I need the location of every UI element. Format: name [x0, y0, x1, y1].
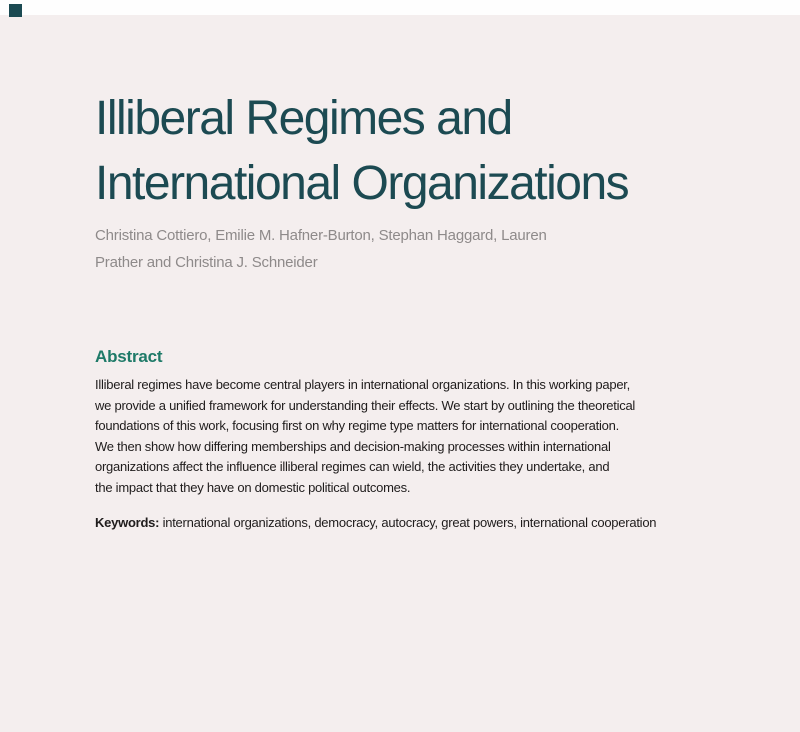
abstract-line: we provide a unified framework for understanding their effects. We start by outlining the theoretical — [95, 397, 636, 413]
keywords-text: international organizations, democracy, autocracy, great powers, international cooperation — [159, 515, 657, 530]
page-top-strip — [0, 0, 800, 15]
abstract-line: Illiberal regimes have become central players in international organizations. In this working paper, — [95, 377, 631, 392]
keywords-label: Keywords: — [95, 515, 160, 530]
paper-title — [95, 86, 628, 216]
keywords-line — [95, 513, 656, 533]
paper-authors-line-1: Christina Cottiero, Emilie M. Hafner-Burton, Stephan Haggard, Lauren — [95, 227, 547, 244]
abstract-line: foundations of this work, focusing first on why regime type matters for international cooperation. — [95, 418, 619, 433]
abstract-line: the impact that they have on domestic political outcomes. — [95, 479, 411, 495]
brand-accent-square — [9, 4, 22, 17]
abstract-text — [95, 375, 635, 498]
abstract-heading: Abstract — [95, 347, 163, 366]
paper-authors — [95, 223, 547, 276]
abstract-line: We then show how differing memberships and decision-making processes within international — [95, 438, 611, 454]
paper-authors-line-2: Prather and Christina J. Schneider — [95, 253, 318, 271]
abstract-line: organizations affect the influence illiberal regimes can wield, the activities they undertake, and — [95, 459, 610, 474]
paper-title-line-2: International Organizations — [95, 157, 629, 210]
paper-title-line-1: Illiberal Regimes and — [95, 92, 512, 145]
